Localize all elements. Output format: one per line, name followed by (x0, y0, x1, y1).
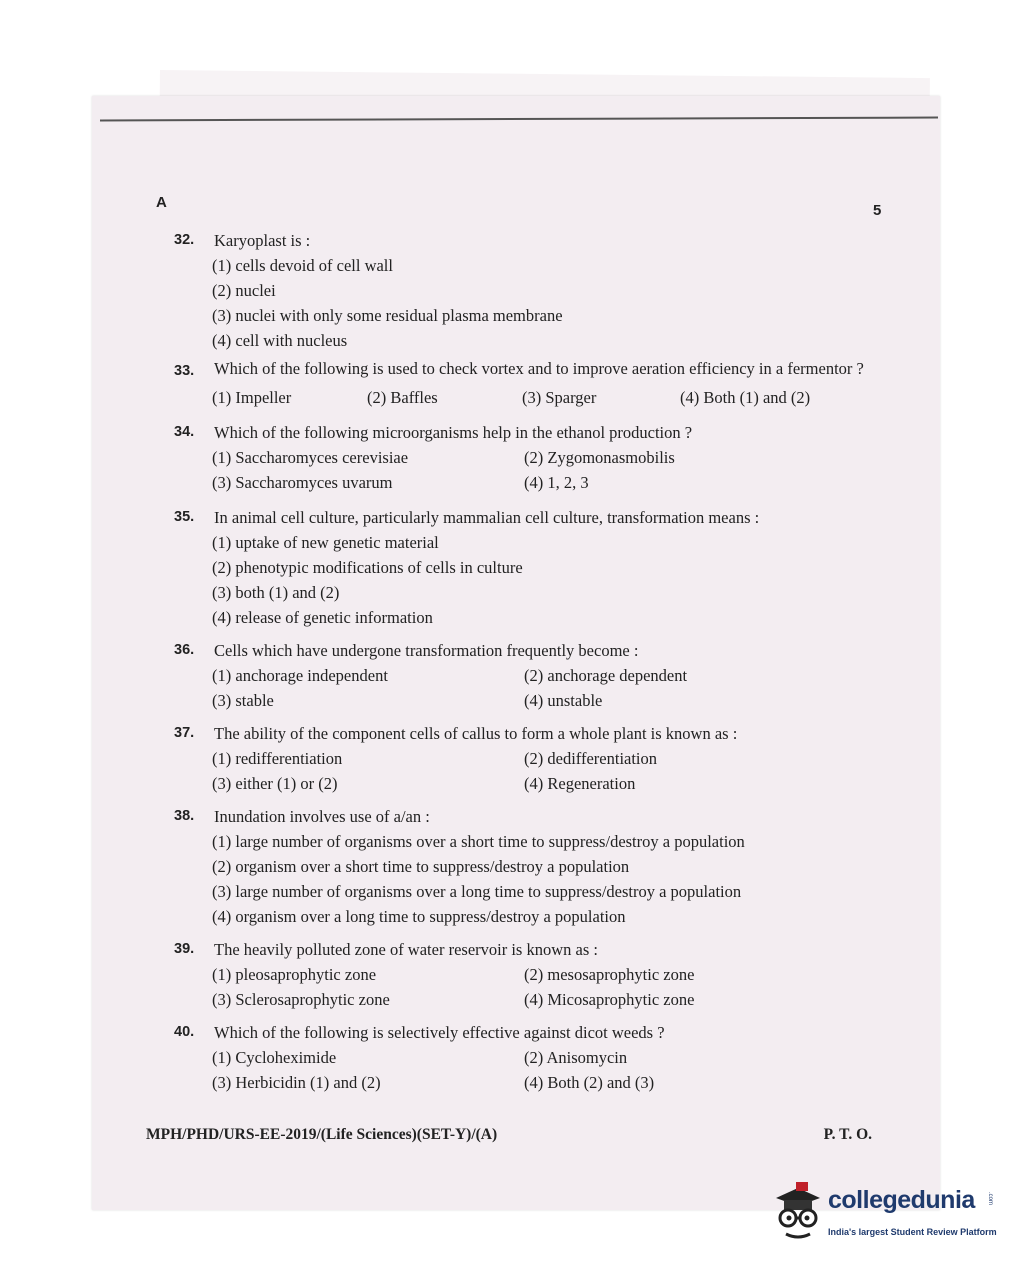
page-number: 5 (873, 202, 882, 219)
please-turn-over: P. T. O. (823, 1126, 872, 1143)
question-40 (160, 1020, 880, 1095)
option-list (212, 962, 880, 1012)
brand-tagline: India's largest Student Review Platform (828, 1227, 997, 1237)
question-text: Which of the following is used to check vortex and to improve aeration efficiency in a fermentor ? (214, 359, 864, 378)
question-number: 37. (174, 725, 195, 741)
question-text: Which of the following is selectively effective against dicot weeds ? (214, 1023, 665, 1042)
question-text: The heavily polluted zone of water reservoir is known as : (214, 940, 598, 959)
option: (1) Impeller (212, 388, 292, 407)
option-list (212, 445, 880, 495)
exam-code: MPH/PHD/URS-EE-2019/(Life Sciences)(SET-Y)/(A) (146, 1126, 498, 1143)
option-list (212, 253, 880, 353)
option: (3) Saccharomyces uvarum (212, 473, 393, 492)
option: (4) cell with nucleus (212, 331, 348, 350)
brand-domain: .com (987, 1192, 993, 1206)
option: (1) anchorage independent (212, 666, 388, 685)
option: (3) nuclei with only some residual plasma membrane (212, 306, 563, 325)
question-text: Inundation involves use of a/an : (214, 807, 430, 826)
option: (2) phenotypic modifications of cells in culture (212, 558, 523, 577)
option: (4) 1, 2, 3 (524, 473, 589, 492)
option-list (212, 829, 880, 929)
option: (4) Regeneration (524, 774, 636, 793)
option-list (212, 1045, 880, 1095)
option: (2) dedifferentiation (524, 749, 658, 768)
question-36 (160, 638, 880, 713)
question-text: Which of the following microorganisms help in the ethanol production ? (214, 423, 693, 442)
question-39 (160, 937, 880, 1012)
page-footer (146, 1126, 872, 1144)
option-list (212, 663, 880, 713)
mascot-icon (768, 1180, 824, 1242)
question-number: 39. (174, 941, 195, 957)
set-letter: A (156, 194, 167, 211)
option: (4) Micosaprophytic zone (524, 990, 695, 1009)
option: (3) either (1) or (2) (212, 774, 338, 793)
option: (2) Baffles (367, 388, 438, 407)
question-list (160, 228, 880, 1101)
option: (1) Cycloheximide (212, 1048, 337, 1067)
collegedunia-watermark (768, 1180, 998, 1250)
option: (4) release of genetic information (212, 608, 433, 627)
question-number: 40. (174, 1024, 195, 1040)
option: (1) Saccharomyces cerevisiae (212, 448, 409, 467)
option-list (212, 530, 880, 630)
question-33 (160, 359, 880, 410)
question-number: 32. (174, 232, 195, 248)
question-text: The ability of the component cells of callus to form a whole plant is known as : (214, 724, 738, 743)
question-34 (160, 420, 880, 495)
option: (1) uptake of new genetic material (212, 533, 439, 552)
question-37 (160, 721, 880, 796)
question-text: In animal cell culture, particularly mammalian cell culture, transformation means : (214, 508, 760, 527)
question-number: 33. (174, 363, 195, 379)
option: (3) Sclerosaprophytic zone (212, 990, 390, 1009)
option: (2) Zygomonasmobilis (524, 448, 675, 467)
question-number: 36. (174, 642, 195, 658)
option: (4) Both (1) and (2) (680, 388, 811, 407)
option: (3) large number of organisms over a long time to suppress/destroy a population (212, 882, 742, 901)
question-38 (160, 804, 880, 929)
option: (3) both (1) and (2) (212, 583, 340, 602)
option: (2) mesosaprophytic zone (524, 965, 695, 984)
question-35 (160, 505, 880, 630)
option: (1) large number of organisms over a short time to suppress/destroy a population (212, 832, 745, 851)
option-list (212, 385, 880, 410)
option: (2) anchorage dependent (524, 666, 688, 685)
question-32 (160, 228, 880, 353)
option: (4) Both (2) and (3) (524, 1073, 655, 1092)
option: (3) Sparger (522, 388, 597, 407)
option: (4) unstable (524, 691, 603, 710)
option: (4) organism over a long time to suppress/destroy a population (212, 907, 626, 926)
option: (1) redifferentiation (212, 749, 343, 768)
option: (1) pleosaprophytic zone (212, 965, 377, 984)
question-text: Karyoplast is : (214, 231, 311, 250)
option-list (212, 746, 880, 796)
question-number: 35. (174, 509, 195, 525)
option: (3) stable (212, 691, 274, 710)
option: (1) cells devoid of cell wall (212, 256, 393, 275)
option: (2) Anisomycin (524, 1048, 628, 1067)
option: (2) nuclei (212, 281, 276, 300)
option: (2) organism over a short time to suppress/destroy a population (212, 857, 630, 876)
option: (3) Herbicidin (1) and (2) (212, 1073, 381, 1092)
question-number: 34. (174, 424, 195, 440)
question-text: Cells which have undergone transformation frequently become : (214, 641, 639, 660)
brand-name: collegedunia (828, 1186, 975, 1214)
question-number: 38. (174, 808, 195, 824)
